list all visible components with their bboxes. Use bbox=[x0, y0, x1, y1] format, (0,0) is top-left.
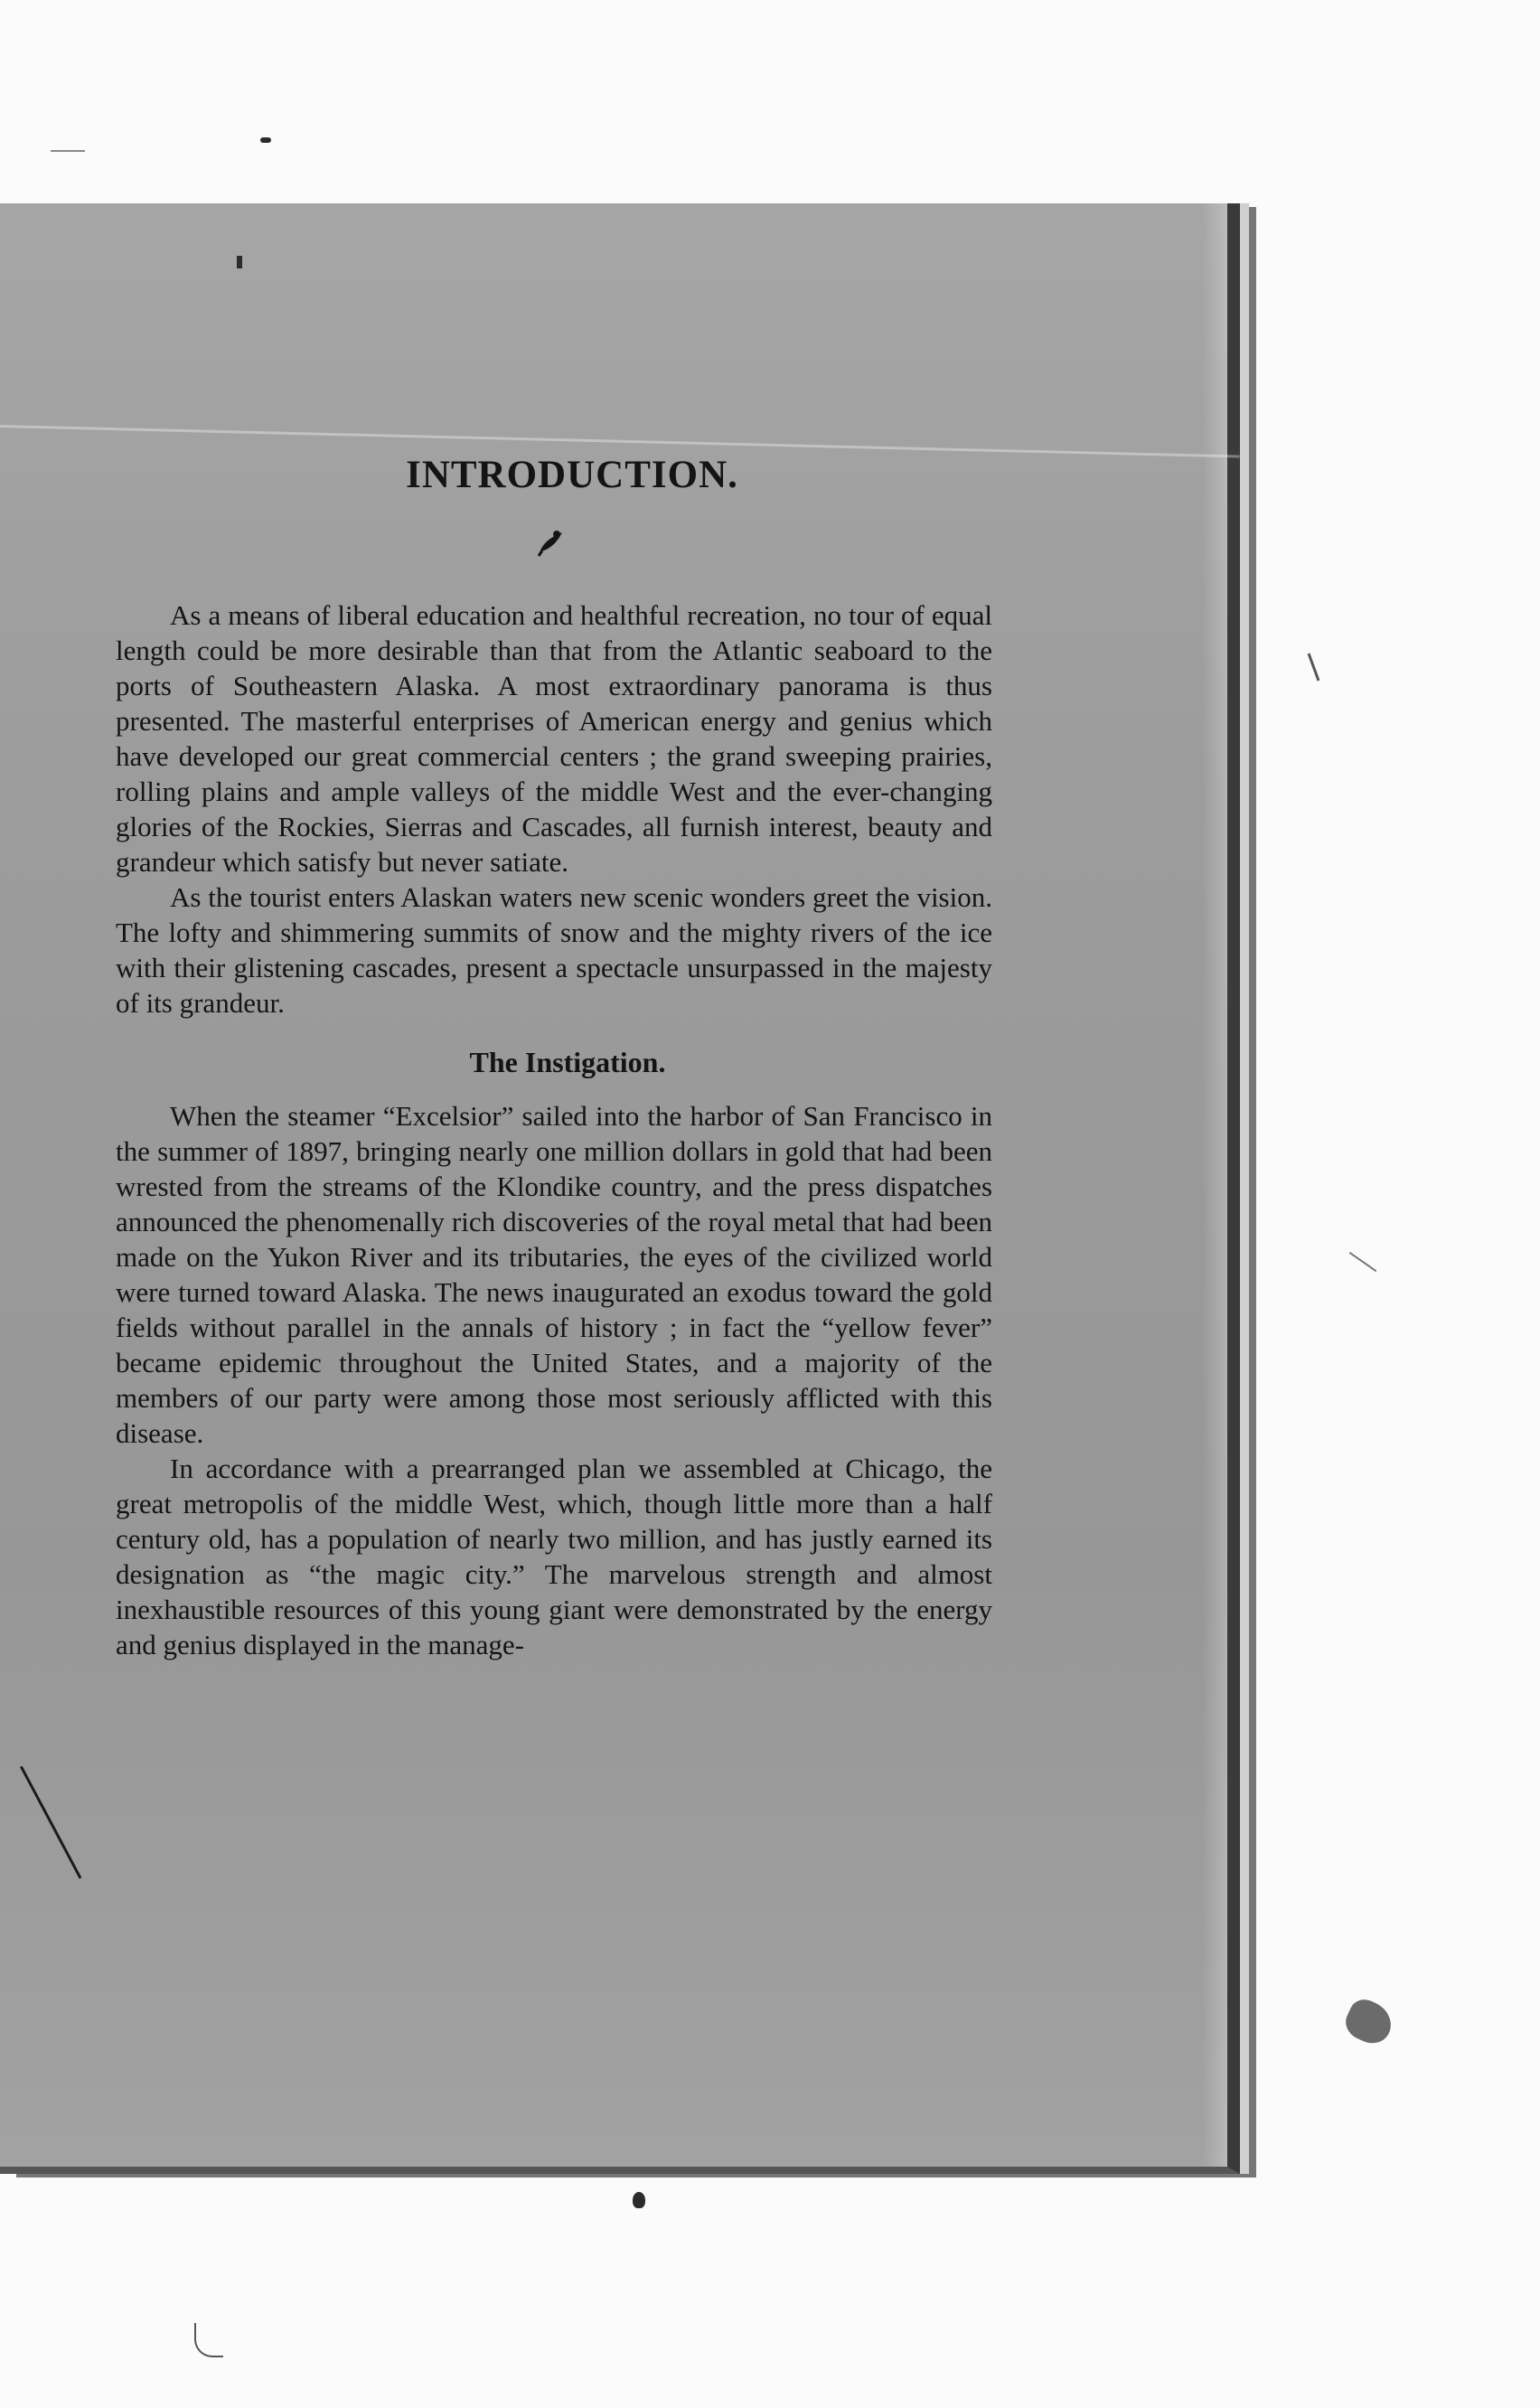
scan-speck bbox=[237, 256, 242, 268]
margin-scribble bbox=[20, 1766, 81, 1879]
scan-stroke bbox=[1349, 1252, 1377, 1272]
paragraph: As the tourist enters Alaskan waters new scenic wonders greet the vision. The lofty and shimmering summits of snow and the mighty rivers of the ice with their glistening cascades, present a spectacle unsurpassed in the majesty of its grandeur. bbox=[116, 881, 992, 1019]
document-body bbox=[116, 447, 992, 1662]
paragraph: As a means of liberal education and healthful recreation, no tour of equal length could be more desirable than that from the Atlantic seaboard to the ports of Southeastern Alaska. A most extraordinary panorama is thus presented. The masterful enterprises of American energy and genius which have developed our great commercial centers ; the grand sweeping prairies, rolling plains and ample valleys of the middle West and the ever-changing glories of the Rockies, Sierras and Cascades, all furnish interest, beauty and grandeur which satisfy but never satiate. bbox=[116, 599, 992, 878]
scan-speck bbox=[260, 137, 271, 143]
scan-stroke bbox=[194, 2323, 223, 2357]
scan-stain bbox=[1340, 1994, 1398, 2049]
leaf-ornament-icon bbox=[533, 523, 569, 560]
paragraph: When the steamer “Excelsior” sailed into the harbor of San Francisco in the summer of 1897, bringing nearly one million dollars in gold that had been wrested from the streams of the Klondike country, and the press dispatches announced the phenomenally rich discoveries of the royal metal that had been made on the Yukon River and its tributaries, the eyes of the civilized world were turned toward Alaska. The news inaugurated an exodus toward the gold fields without parallel in the annals of history ; in fact the “yellow fever” became epidemic throughout the United States, and a majority of the members of our party were among those most seriously afflicted with this disease. bbox=[116, 1100, 992, 1449]
scanned-page bbox=[0, 203, 1240, 2174]
section-heading: The Instigation. bbox=[469, 1046, 666, 1078]
instigation-section bbox=[116, 1098, 992, 1662]
scan-speck bbox=[633, 2192, 645, 2208]
paragraph: In accordance with a prearranged plan we assembled at Chicago, the great metropolis of the middle West, which, though little more than a half century old, has a population of nearly two million, and has justly earned its designation as “the magic city.” The marvelous strength and almost inexhaustible resources of this young giant were demonstrated by the energy and genius displayed in the manage- bbox=[116, 1453, 992, 1660]
intro-section bbox=[116, 597, 992, 1021]
page-title: INTRODUCTION. bbox=[406, 454, 738, 496]
scan-stroke bbox=[1308, 653, 1320, 681]
scan-dash bbox=[51, 150, 85, 152]
